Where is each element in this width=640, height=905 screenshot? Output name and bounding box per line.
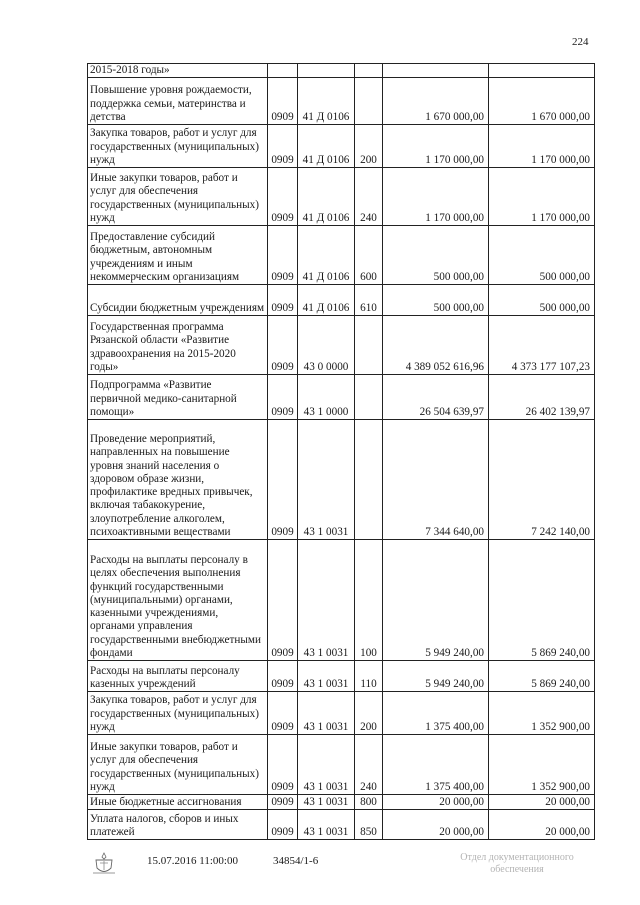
row-name: Уплата налогов, сборов и иных платежей [88, 810, 268, 840]
row-amount-2: 1 352 900,00 [489, 735, 595, 795]
row-amount-1: 20 000,00 [383, 795, 489, 810]
row-name: Расходы на выплаты персоналу казенных учреждений [88, 661, 268, 692]
row-amount-2: 1 170 000,00 [489, 168, 595, 226]
row-name: Иные бюджетные ассигнования [88, 795, 268, 810]
row-name: Субсидии бюджетным учреждениям [88, 285, 268, 316]
row-target: 43 1 0031 [298, 420, 355, 540]
row-target: 43 1 0031 [298, 735, 355, 795]
row-section [268, 64, 298, 78]
row-name: Проведение мероприятий, направленных на повышение уровня знаний населения о здоровом образе жизни, профилактике вредных привычек, включая табакокурение, злоупотребление алкоголем, психоактивными веществами [88, 420, 268, 540]
table-row [88, 375, 595, 420]
row-section: 0909 [268, 168, 298, 226]
table-row [88, 795, 595, 810]
table-row [88, 316, 595, 375]
row-type: 610 [355, 285, 383, 316]
row-type: 100 [355, 540, 383, 661]
row-amount-2: 500 000,00 [489, 285, 595, 316]
row-amount-2: 26 402 139,97 [489, 375, 595, 420]
row-amount-1: 20 000,00 [383, 810, 489, 840]
row-name: Иные закупки товаров, работ и услуг для обеспечения государственных (муниципальных) нужд [88, 735, 268, 795]
footer-stamp: Отдел документационного обеспечения [460, 852, 574, 875]
row-target: 43 1 0000 [298, 375, 355, 420]
row-section: 0909 [268, 226, 298, 285]
row-section: 0909 [268, 692, 298, 735]
row-type [355, 316, 383, 375]
table-row [88, 661, 595, 692]
table-row [88, 168, 595, 226]
footer-document-code: 34854/1-6 [273, 855, 319, 867]
row-amount-1: 1 375 400,00 [383, 692, 489, 735]
row-amount-2: 5 869 240,00 [489, 540, 595, 661]
row-amount-1: 1 170 000,00 [383, 168, 489, 226]
row-section: 0909 [268, 735, 298, 795]
row-amount-2: 20 000,00 [489, 810, 595, 840]
row-name: Повышение уровня рождаемости, поддержка семьи, материнства и детства [88, 78, 268, 125]
row-amount-1: 5 949 240,00 [383, 540, 489, 661]
row-amount-1: 1 670 000,00 [383, 78, 489, 125]
table-row [88, 420, 595, 540]
row-amount-2 [489, 64, 595, 78]
row-target: 41 Д 0106 [298, 285, 355, 316]
row-name: Иные закупки товаров, работ и услуг для обеспечения государственных (муниципальных) нужд [88, 168, 268, 226]
table-row [88, 540, 595, 661]
table-row [88, 78, 595, 125]
row-target: 41 Д 0106 [298, 168, 355, 226]
row-name: 2015-2018 годы» [88, 64, 268, 78]
row-amount-1: 5 949 240,00 [383, 661, 489, 692]
row-type: 800 [355, 795, 383, 810]
row-target: 41 Д 0106 [298, 226, 355, 285]
row-amount-2: 5 869 240,00 [489, 661, 595, 692]
row-amount-2: 7 242 140,00 [489, 420, 595, 540]
table-row [88, 810, 595, 840]
row-amount-2: 4 373 177 107,23 [489, 316, 595, 375]
row-amount-2: 1 352 900,00 [489, 692, 595, 735]
row-type [355, 78, 383, 125]
row-target: 41 Д 0106 [298, 78, 355, 125]
row-name: Закупка товаров, работ и услуг для государственных (муниципальных) нужд [88, 692, 268, 735]
row-amount-2: 20 000,00 [489, 795, 595, 810]
row-section: 0909 [268, 285, 298, 316]
row-section: 0909 [268, 540, 298, 661]
row-type [355, 375, 383, 420]
row-section: 0909 [268, 375, 298, 420]
table-row [88, 285, 595, 316]
row-name: Подпрограмма «Развитие первичной медико-санитарной помощи» [88, 375, 268, 420]
row-target [298, 64, 355, 78]
row-section: 0909 [268, 810, 298, 840]
row-amount-1: 7 344 640,00 [383, 420, 489, 540]
row-target: 43 1 0031 [298, 795, 355, 810]
row-amount-2: 1 670 000,00 [489, 78, 595, 125]
row-type: 200 [355, 125, 383, 168]
row-section: 0909 [268, 420, 298, 540]
table-row [88, 125, 595, 168]
budget-table [87, 63, 595, 840]
row-amount-1: 500 000,00 [383, 285, 489, 316]
row-amount-1: 1 375 400,00 [383, 735, 489, 795]
row-type: 600 [355, 226, 383, 285]
row-section: 0909 [268, 661, 298, 692]
row-type: 110 [355, 661, 383, 692]
row-amount-1: 26 504 639,97 [383, 375, 489, 420]
row-target: 43 1 0031 [298, 692, 355, 735]
row-type [355, 64, 383, 78]
row-amount-2: 1 170 000,00 [489, 125, 595, 168]
row-type: 240 [355, 735, 383, 795]
row-target: 43 1 0031 [298, 540, 355, 661]
table-row [88, 226, 595, 285]
row-type: 240 [355, 168, 383, 226]
row-target: 41 Д 0106 [298, 125, 355, 168]
row-type: 850 [355, 810, 383, 840]
row-name: Государственная программа Рязанской области «Развитие здравоохранения на 2015-2020 годы» [88, 316, 268, 375]
row-section: 0909 [268, 316, 298, 375]
row-target: 43 0 0000 [298, 316, 355, 375]
table-row [88, 735, 595, 795]
row-name: Закупка товаров, работ и услуг для государственных (муниципальных) нужд [88, 125, 268, 168]
footer-date: 15.07.2016 11:00:00 [147, 855, 238, 867]
page-number: 224 [572, 36, 589, 48]
row-section: 0909 [268, 78, 298, 125]
row-type [355, 420, 383, 540]
row-amount-2: 500 000,00 [489, 226, 595, 285]
row-amount-1: 4 389 052 616,96 [383, 316, 489, 375]
row-name: Предоставление субсидий бюджетным, автономным учреждениям и иным некоммерческим организациям [88, 226, 268, 285]
row-amount-1: 500 000,00 [383, 226, 489, 285]
row-target: 43 1 0031 [298, 661, 355, 692]
table-row [88, 64, 595, 78]
row-amount-1: 1 170 000,00 [383, 125, 489, 168]
row-target: 43 1 0031 [298, 810, 355, 840]
row-name: Расходы на выплаты персоналу в целях обеспечения выполнения функций государственными (муниципальными) органами, казенными учреждениями, органами управления государственными внебюджетными фондами [88, 540, 268, 661]
coat-of-arms-logo-icon [91, 851, 117, 877]
row-section: 0909 [268, 125, 298, 168]
row-amount-1 [383, 64, 489, 78]
row-section: 0909 [268, 795, 298, 810]
row-type: 200 [355, 692, 383, 735]
table-row [88, 692, 595, 735]
